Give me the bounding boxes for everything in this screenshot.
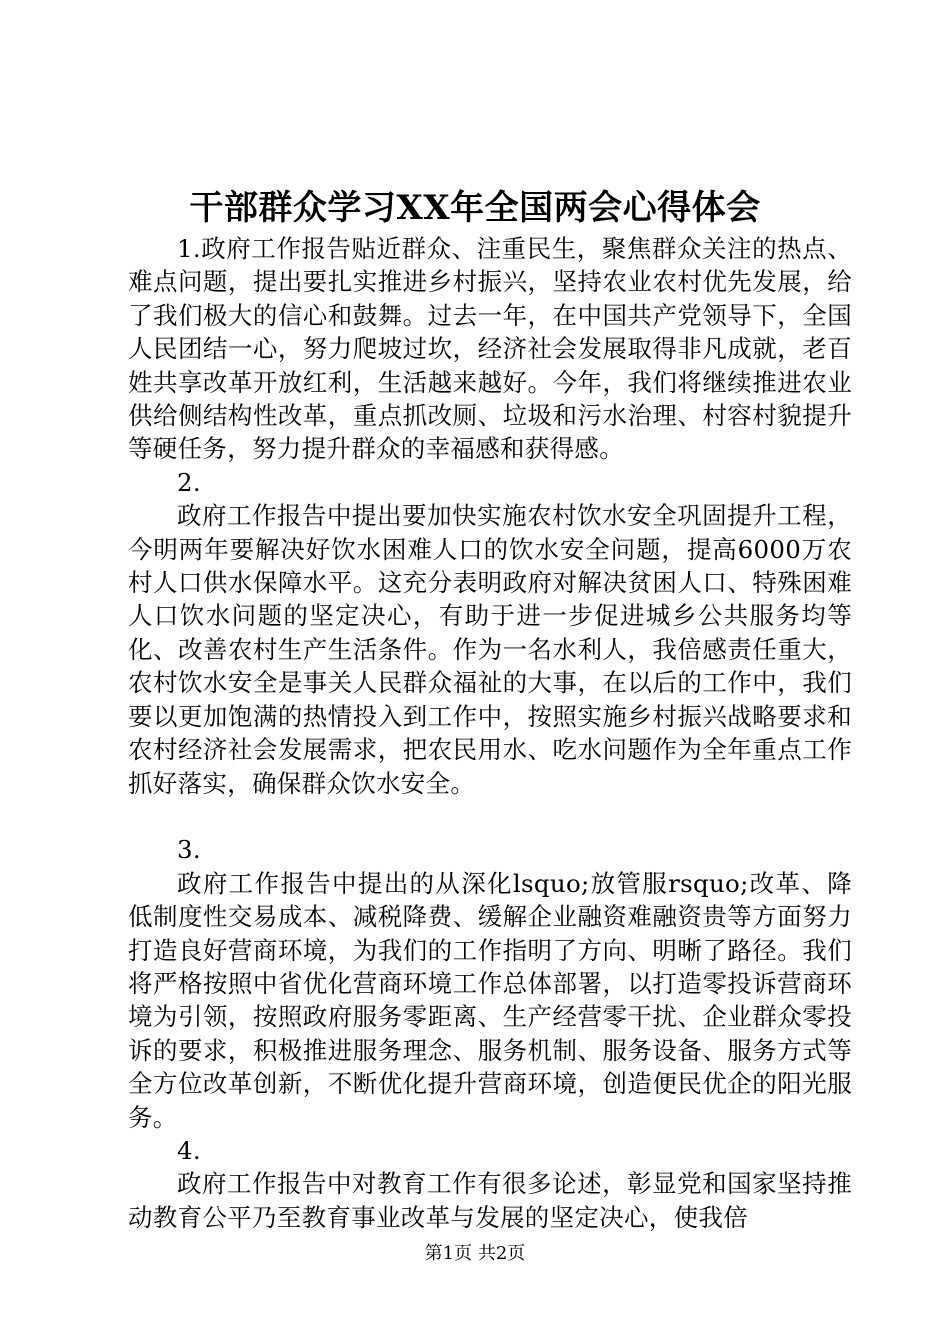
section-number-2: 2. bbox=[177, 467, 201, 497]
document-title: 干部群众学习XX年全国两会心得体会 bbox=[189, 188, 761, 228]
paragraph-1: 1.政府工作报告贴近群众、注重民生，聚焦群众关注的热点、难点问题，提出要扎实推进乡村振兴，坚持农业农村优先发展，给了我们极大的信心和鼓舞。过去一年，在中国共产党领导下，全国人民团结一心，努力爬坡过坎，经济社会发展取得非凡成就，老百姓共享改革开放红利，生活越来越好。今年，我们将继续推进农业供给侧结构性改革，重点抓改厕、垃圾和污水治理、村容村貌提升等硬任务，努力提升群众的幸福感和获得感。 bbox=[128, 234, 852, 464]
blank-line bbox=[128, 800, 852, 833]
paragraph-2: 政府工作报告中提出要加快实施农村饮水安全巩固提升工程，今明两年要解决好饮水困难人口的饮水安全问题，提高6000万农村人口供水保障水平。这充分表明政府对解决贫困人口、特殊困难人口饮水问题的坚定决心，有助于进一步促进城乡公共服务均等化、改善农村生产生活条件。作为一名水利人，我倍感责任重大，农村饮水安全是事关人民群众福祉的大事，在以后的工作中，我们要以更加饱满的热情投入到工作中，按照实施乡村振兴战略要求和农村经济社会发展需求，把农民用水、吃水问题作为全年重点工作抓好落实，确保群众饮水安全。 bbox=[128, 501, 852, 798]
document-body bbox=[128, 232, 852, 1234]
page-footer: 第1页 共2页 bbox=[424, 1243, 526, 1264]
section-number-3: 3. bbox=[177, 835, 201, 865]
paragraph-4: 政府工作报告中对教育工作有很多论述，彰显党和国家坚持推动教育公平乃至教育事业改革与发展的坚定决心，使我倍 bbox=[128, 1169, 852, 1232]
paragraph-3: 政府工作报告中提出的从深化lsquo;放管服rsquo;改革、降低制度性交易成本、减税降费、缓解企业融资难融资贵等方面努力打造良好营商环境，为我们的工作指明了方向、明晰了路径。我们将严格按照中省优化营商环境工作总体部署，以打造零投诉营商环境为引领，按照政府服务零距离、生产经营零干扰、企业群众零投诉的要求，积极推进服务理念、服务机制、服务设备、服务方式等全方位改革创新，不断优化提升营商环境，创造便民优企的阳光服务。 bbox=[128, 868, 852, 1132]
section-number-4: 4. bbox=[177, 1135, 201, 1165]
